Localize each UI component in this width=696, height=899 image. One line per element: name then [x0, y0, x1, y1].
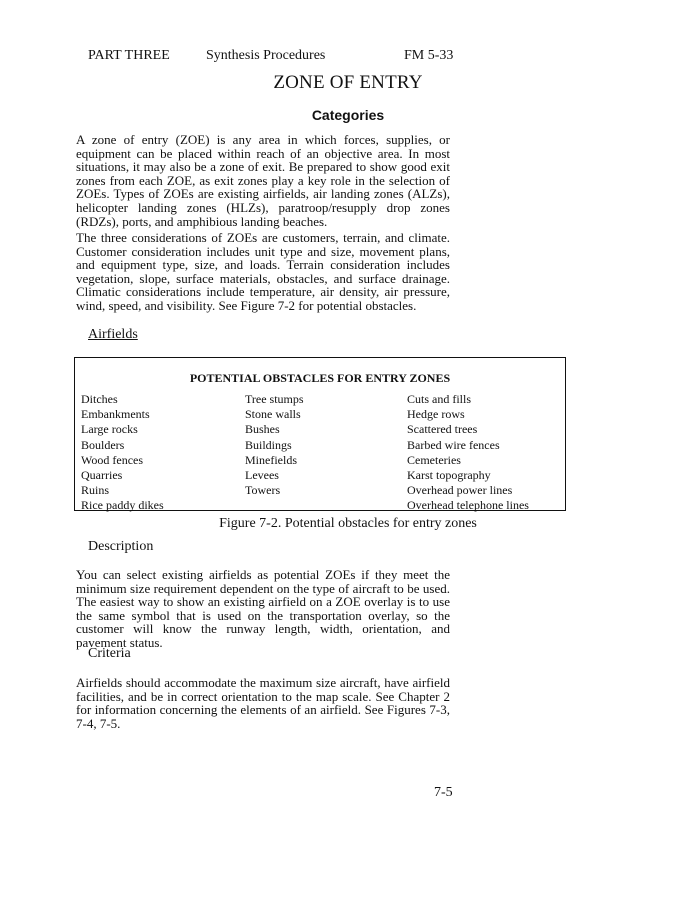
obstacle-item: Boulders	[81, 437, 125, 452]
obstacles-column-3	[407, 392, 529, 514]
obstacle-item: Overhead telephone lines	[407, 498, 529, 513]
obstacle-item: Embankments	[81, 407, 150, 422]
figure-caption: Figure 7-2. Potential obstacles for entry zones	[219, 516, 477, 531]
obstacle-item: Quarries	[81, 468, 123, 483]
intro-paragraph: A zone of entry (ZOE) is any area in which forces, supplies, or equipment can be placed within reach of an objective area. In most situations, it may also be a zone of exit. Be prepared to show good exit zones from each ZOE, as exit zones play a key role in the selection of ZOEs. Types of ZOEs are existing airfields, air landing zones (ALZs), helicopter landing zones (HLZs), paratroop/resupply drop zones (RDZs), ports, and amphibious landing beaches.	[76, 132, 450, 229]
criteria-heading: Criteria	[88, 646, 131, 661]
airfields-heading: Airfields	[88, 327, 138, 342]
obstacle-item: Ruins	[81, 483, 110, 498]
obstacle-item: Overhead power lines	[407, 483, 513, 498]
obstacle-item: Towers	[245, 483, 281, 498]
obstacle-item: Stone walls	[245, 407, 301, 422]
page-number: 7-5	[434, 785, 453, 800]
obstacle-item: Karst topography	[407, 468, 491, 483]
obstacle-item: Levees	[245, 468, 279, 483]
obstacle-item: Minefields	[245, 452, 297, 467]
obstacle-item: Barbed wire fences	[407, 437, 500, 452]
obstacle-item: Ditches	[81, 392, 118, 406]
obstacles-column-1	[81, 392, 164, 514]
obstacle-item: Cuts and fills	[407, 392, 472, 406]
obstacle-item: Tree stumps	[245, 392, 304, 406]
obstacle-item: Bushes	[245, 422, 280, 437]
description-paragraph: You can select existing airfields as potential ZOEs if they meet the minimum size requirement dependent on the type of aircraft to be used. The easiest way to show an existing airfield on a ZOE overlay is to use the same symbol that is used on the transportation overlay, so the customer will know the runway length, width, orientation, and pavement status.	[76, 567, 450, 650]
obstacles-figure	[74, 357, 566, 511]
header-manual: FM 5-33	[404, 48, 454, 63]
page-title: ZONE OF ENTRY	[273, 72, 423, 93]
obstacle-item: Buildings	[245, 437, 292, 452]
obstacle-item: Wood fences	[81, 452, 144, 467]
obstacle-item: Cemeteries	[407, 452, 461, 467]
obstacle-item: Rice paddy dikes	[81, 498, 164, 513]
considerations-paragraph: The three considerations of ZOEs are customers, terrain, and climate. Customer consideration includes unit type and size, movement plans, and equipment type, size, and loads. Terrain consideration includes vegetation, slope, surface materials, obstacles, and surface drainage. Climatic considerations include temperature, air density, air pressure, wind, speed, and visibility. See Figure 7-2 for potential obstacles.	[76, 230, 450, 313]
criteria-paragraph: Airfields should accommodate the maximum size aircraft, have airfield facilities, and be in correct orientation to the map scale. See Chapter 2 for information concerning the elements of an airfield. See Figures 7-3, 7-4, 7-5.	[76, 675, 450, 731]
categories-heading: Categories	[311, 107, 385, 123]
obstacle-item: Hedge rows	[407, 407, 465, 422]
obstacle-item: Large rocks	[81, 422, 138, 437]
obstacles-column-2	[245, 392, 304, 498]
description-heading: Description	[88, 539, 154, 554]
header-section: Synthesis Procedures	[206, 48, 326, 63]
header-part: PART THREE	[88, 48, 170, 63]
obstacle-item: Scattered trees	[407, 422, 478, 437]
figure-title: POTENTIAL OBSTACLES FOR ENTRY ZONES	[189, 371, 451, 385]
